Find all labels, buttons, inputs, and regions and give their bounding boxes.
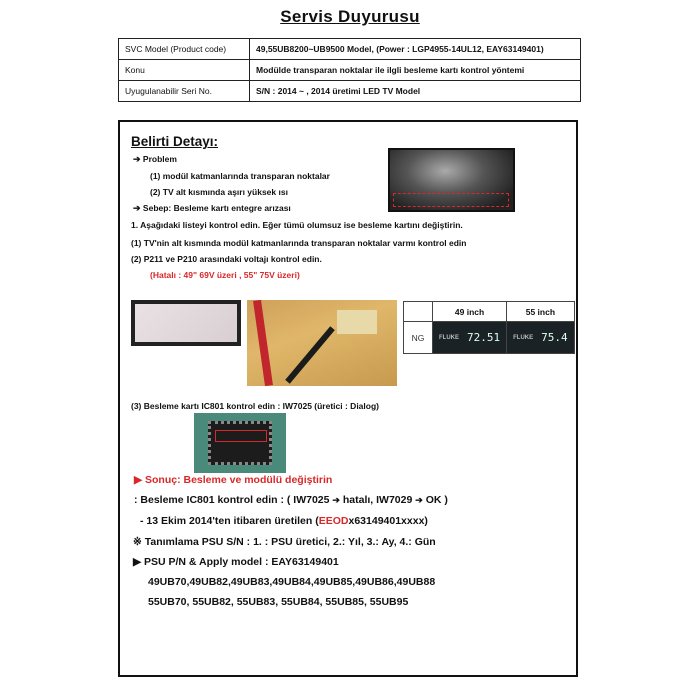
result-label: Sonuç: Besleme ve modülü değiştirin: [145, 474, 333, 486]
psu-pn-line: [133, 556, 339, 568]
voltage-reading-table: [403, 301, 575, 354]
date-code-rest: x63149401xxxx): [348, 515, 428, 527]
problem-label: Problem: [142, 154, 177, 164]
col-header-49: 49 inch: [433, 302, 507, 322]
detail-heading: Belirti Detayı:: [131, 134, 219, 149]
col-header-55: 55 inch: [507, 302, 575, 322]
problem-line: [133, 154, 177, 165]
check-end: OK ): [422, 494, 448, 506]
panel-photo: [131, 300, 241, 346]
table-row: [119, 81, 581, 102]
row-value: S/N : 2014 ~ , 2014 üretimi LED TV Model: [250, 81, 581, 102]
psu-sn-line: [133, 536, 436, 548]
check-mid: hatalı, IW7029: [339, 494, 416, 506]
defect-area-marker: [393, 193, 509, 207]
cause-text: Sebep: Besleme kartı entegre arızası: [142, 203, 291, 213]
step-1: 1. Aşağıdaki listeyi kontrol edin. Eğer tümü olumsuz ise besleme kartını değiştirin.: [131, 220, 463, 230]
date-code-red: EEOD: [318, 515, 349, 527]
meter-display-55: [507, 322, 575, 354]
problem-item-2: (2) TV alt kısmında aşırı yüksek ısı: [150, 187, 288, 197]
ic-marker: [215, 430, 267, 442]
ic-chip: [208, 421, 272, 465]
meter-reading: 75.4: [541, 331, 568, 344]
probe-wire: [285, 326, 335, 383]
meter-reading: 72.51: [467, 331, 501, 344]
date-line: [140, 515, 428, 527]
meter-display-49: [433, 322, 507, 354]
cause-line: [133, 203, 291, 214]
step-2: (1) TV'nin alt kısmında modül katmanlarında transparan noktalar varmı kontrol edin: [131, 238, 467, 248]
play-triangle-icon: ▶: [134, 474, 143, 486]
models-55: 55UB70, 55UB82, 55UB83, 55UB84, 55UB85, 55UB95: [148, 596, 409, 608]
row-key: Uyugulanabilir Seri No.: [119, 81, 250, 102]
problem-item-1: (1) modül katmanlarında transparan noktalar: [150, 171, 330, 181]
fault-note: (Hatalı : 49" 69V üzeri , 55" 75V üzeri): [150, 270, 300, 280]
meter-brand: FLUKE: [513, 334, 534, 341]
row-value: Modülde transparan noktalar ile ilgli besleme kartı kontrol yöntemi: [250, 60, 581, 81]
tv-screen-photo: [388, 148, 515, 212]
play-triangle-icon: ▶: [133, 556, 142, 568]
page-title: Servis Duyurusu: [280, 7, 420, 26]
arrow-right-icon: ➔: [133, 154, 141, 164]
voltage-probe-photo: [247, 300, 397, 386]
row-key: Konu: [119, 60, 250, 81]
row-key: SVC Model (Product code): [119, 39, 250, 60]
arrow-right-icon: ➔: [332, 495, 340, 505]
ic-chip-photo: [194, 413, 286, 473]
ic-check-line: (3) Besleme kartı IC801 kontrol edin : IW7025 (üretici : Dialog): [131, 401, 379, 411]
psu-pn-text: PSU P/N & Apply model : EAY63149401: [144, 556, 339, 568]
info-table: [118, 38, 581, 102]
ic-check-result: [134, 494, 448, 506]
row-value: 49,55UB8200~UB9500 Model, (Power : LGP4955-14UL12, EAY63149401): [250, 39, 581, 60]
meter-brand: FLUKE: [439, 334, 459, 341]
arrow-right-icon: ➔: [133, 203, 141, 213]
probe-wire: [253, 300, 273, 386]
date-prefix: - 13 Ekim 2014'ten itibaren üretilen (: [140, 515, 319, 527]
models-49: 49UB70,49UB82,49UB83,49UB84,49UB85,49UB86,49UB88: [148, 576, 436, 588]
table-row: [119, 60, 581, 81]
step-3: (2) P211 ve P210 arasındaki voltajı kontrol edin.: [131, 254, 322, 264]
reference-mark-icon: ※: [133, 536, 142, 548]
check-prefix: : Besleme IC801 kontrol edin : ( IW7025: [134, 494, 333, 506]
board-component: [337, 310, 377, 334]
result-line: [134, 474, 332, 486]
table-row: [119, 39, 581, 60]
arrow-right-icon: ➔: [415, 495, 423, 505]
psu-sn-text: Tanımlama PSU S/N : 1. : PSU üretici, 2.: Yıl, 3.: Ay, 4.: Gün: [144, 536, 436, 548]
row-label-ng: NG: [404, 322, 433, 354]
